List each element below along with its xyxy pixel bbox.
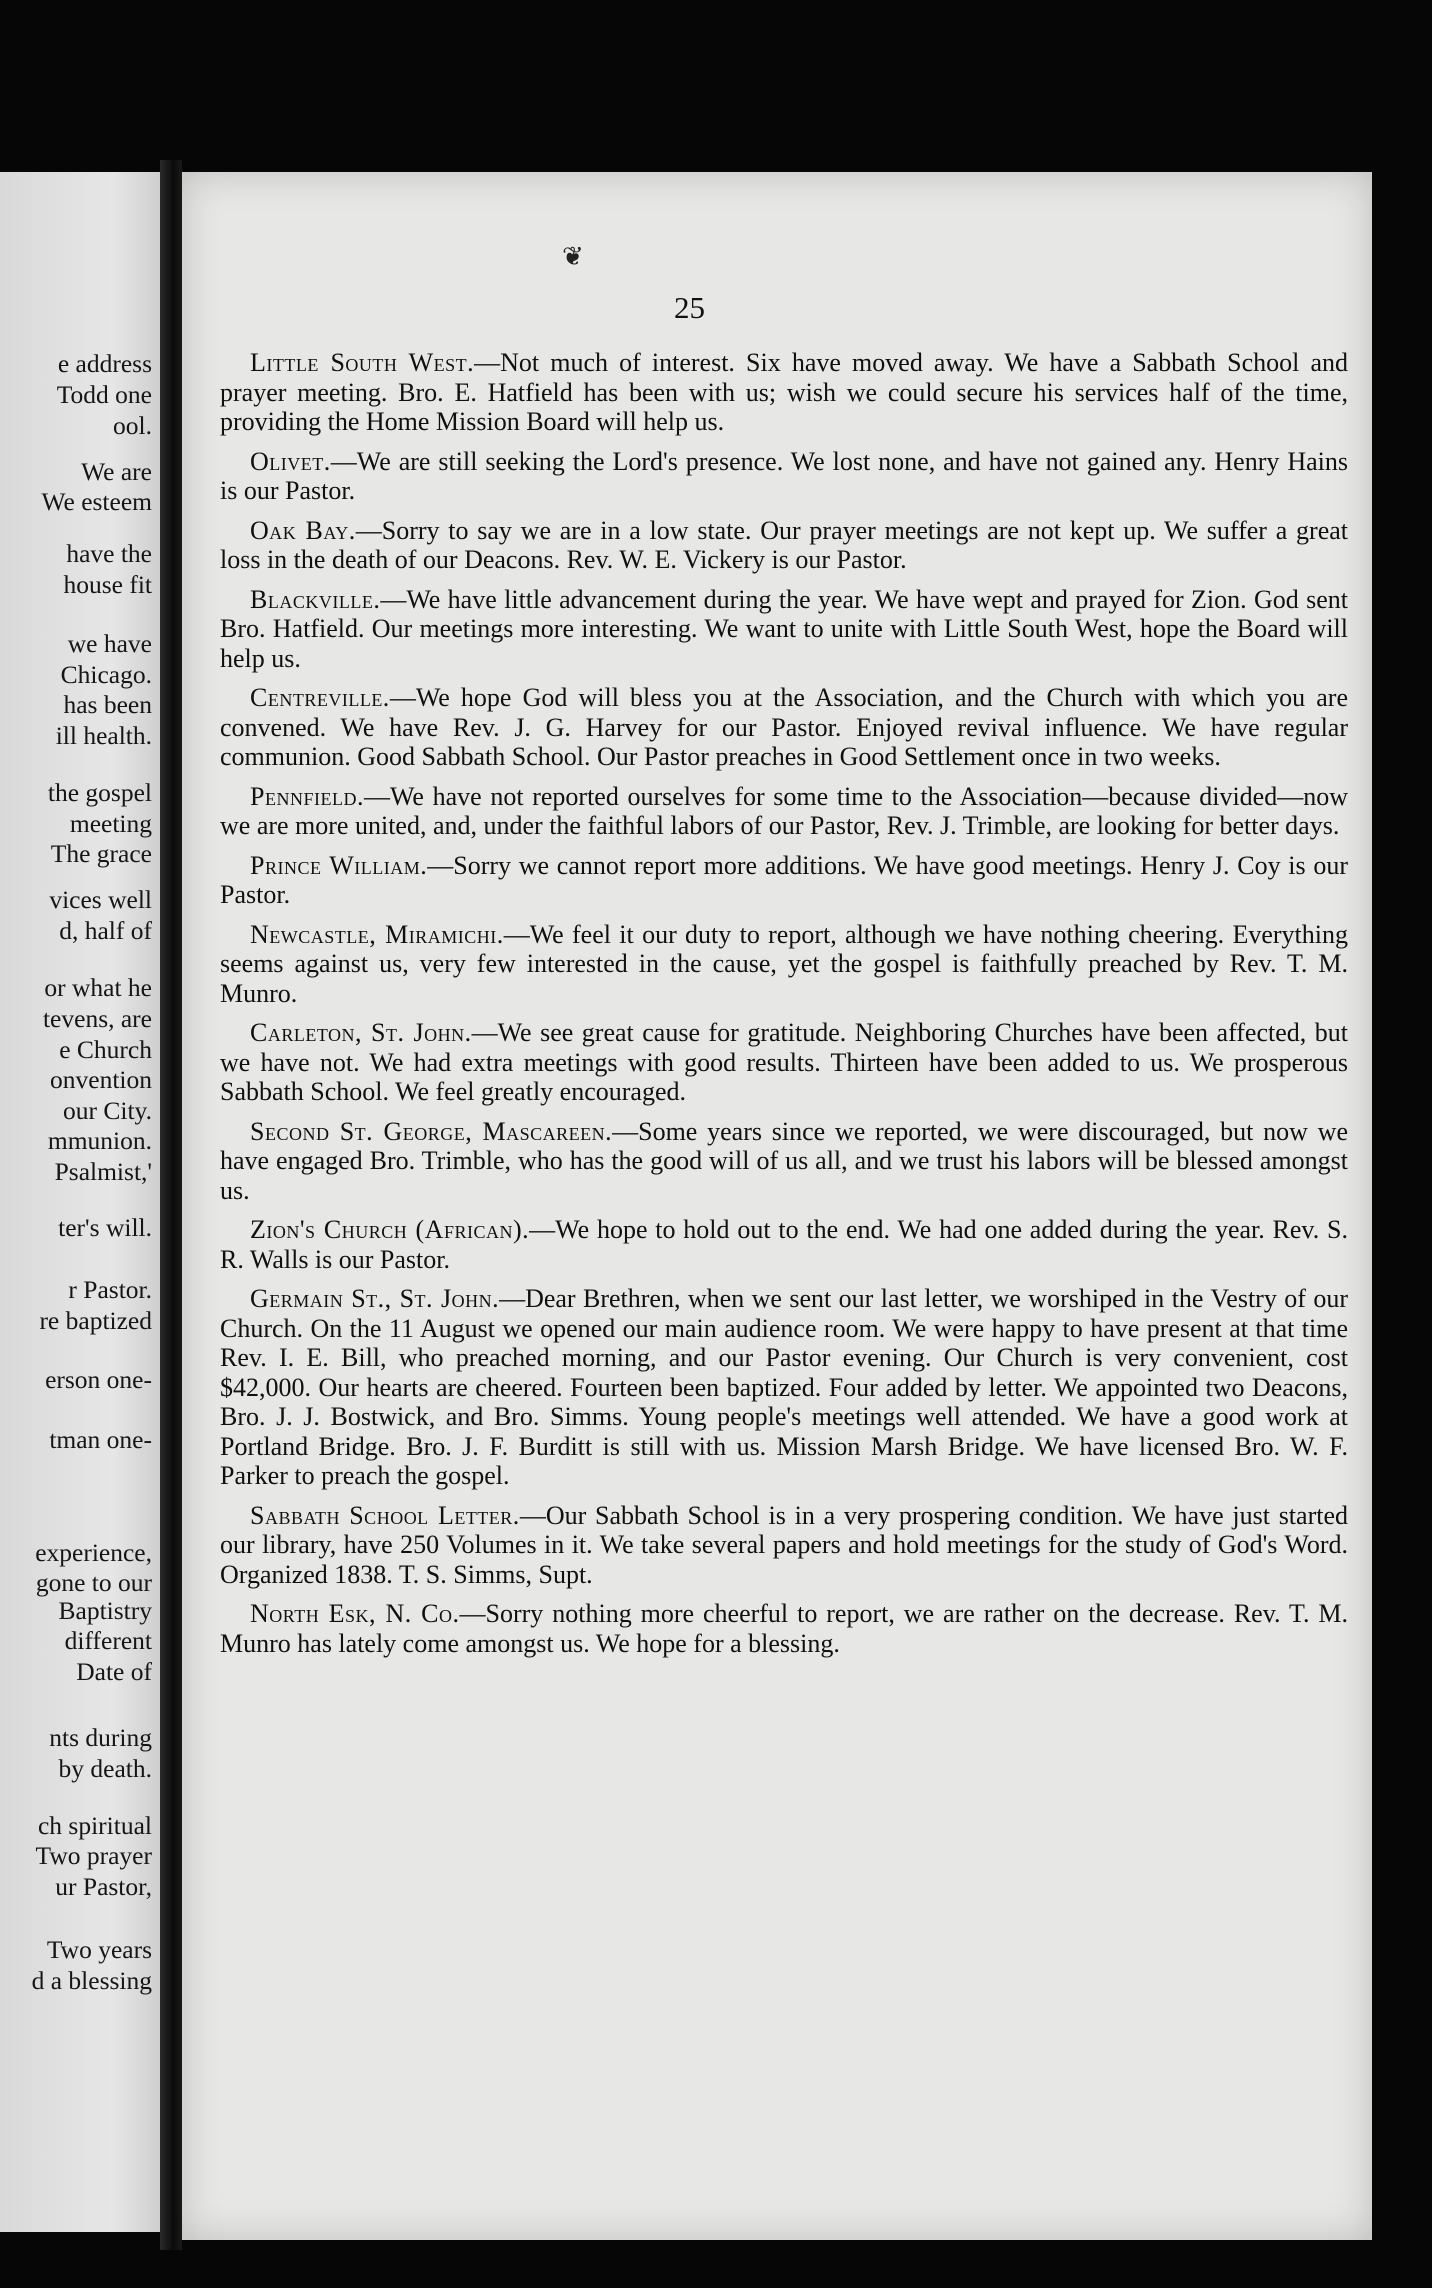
report-entry [220, 1501, 1348, 1590]
report-text: —We see great cause for gratitude. Neighboring Churches have been affected, but we have not. We had extra meetings with good results. Thirteen have been added to us. We prosperous Sabbath School. We feel greatly encouraged. [220, 1018, 1349, 1106]
ornament-icon: ❦ [562, 242, 584, 272]
left-page-line: has been [63, 690, 152, 719]
left-page-line: Todd one [56, 380, 152, 409]
report-text: —Sorry we cannot report more additions. We have good meetings. Henry J. Coy is our Pastor. [220, 850, 1349, 909]
report-title: Second St. George, Mascareen. [250, 1116, 613, 1146]
report-text: —We have not reported ourselves for some time to the Association—because divided—now we are more united, and, under the faithful labors of our Pastor, Rev. J. Trimble, are looking for better days. [220, 781, 1348, 840]
report-title: Pennfield. [250, 781, 364, 811]
report-title: Zion's Church (African). [250, 1215, 530, 1244]
left-page-line: meeting [69, 809, 152, 838]
left-page-line: ter's will. [58, 1213, 152, 1242]
left-page-line: re baptized [39, 1306, 152, 1335]
left-page-line: erson one- [45, 1365, 152, 1394]
left-page-line: or what he [44, 973, 152, 1002]
report-text: —We are still seeking the Lord's presence. We lost none, and have not gained any. Henry Hains is our Pastor. [220, 446, 1348, 505]
left-page-line: We are [81, 457, 152, 486]
report-entry [220, 516, 1348, 575]
left-page-line: ur Pastor, [55, 1872, 152, 1901]
report-entry [220, 851, 1348, 910]
left-page-line: our City. [62, 1096, 152, 1125]
left-page-line: have the [66, 539, 152, 568]
report-text: —Sorry to say we are in a low state. Our prayer meetings are not kept up. We suffer a great loss in the death of our Deacons. Rev. W. E. Vickery is our Pastor. [220, 515, 1348, 574]
left-page-line: Two years [46, 1935, 152, 1964]
report-title: Centreville. [250, 683, 390, 712]
report-title: Germain St., St. John. [250, 1284, 500, 1313]
report-entry [220, 1284, 1348, 1491]
report-title: Prince William. [250, 850, 428, 880]
left-page-line: house fit [63, 570, 152, 599]
report-title: Carleton, St. John. [250, 1018, 472, 1047]
report-text: —We hope to hold out to the end. We had one added during the year. Rev. S. R. Walls is our Pastor. [220, 1215, 1349, 1274]
left-page-line: tevens, are [42, 1004, 152, 1033]
left-page-line: we have [67, 629, 152, 658]
church-reports [220, 348, 1348, 1668]
left-page-line: ch spiritual [37, 1811, 152, 1840]
left-page-line: Psalmist,' [54, 1157, 152, 1186]
left-page-line: ill health. [55, 721, 152, 750]
left-page-line: gone to our [35, 1568, 152, 1597]
left-page-line: onvention [50, 1065, 152, 1094]
left-page-line: tman one- [49, 1425, 152, 1454]
book-gutter [160, 160, 182, 2250]
left-page-line: different [64, 1626, 152, 1655]
left-page-line: experience, [35, 1538, 152, 1567]
report-entry [220, 782, 1348, 841]
left-page-line: d a blessing [31, 1966, 152, 1995]
left-page-line: Baptistry [58, 1596, 152, 1625]
left-page-line: vices well [49, 885, 152, 914]
report-text: —Dear Brethren, when we sent our last letter, we worshiped in the Vestry of our Church. On the 11 August we opened our main audience room. We were happy to have present at that time Rev. I. E. Bill, who preached morning, and our Pastor evening. Our Church is very convenient, cost $42,000. Our hearts are cheered. Fourteen been baptized. Four added by letter. We appointed two Deacons, Bro. J. J. Bostwick, and Bro. Simms. Young people's meetings well attended. We have a good work at Portland Bridge. Bro. J. F. Burditt is still with us. Mission Marsh Bridge. We have licensed Bro. W. F. Parker to preach the gospel. [220, 1284, 1348, 1490]
left-page-line: e Church [59, 1035, 152, 1064]
report-title: Newcastle, Miramichi. [250, 919, 504, 949]
left-page-line: r Pastor. [68, 1275, 152, 1304]
report-text: —We have little advancement during the year. We have wept and prayed for Zion. God sent Bro. Hatfield. Our meetings more interesting. We want to unite with Little South West, hope the Board will help us. [220, 584, 1348, 673]
report-title: Olivet. [250, 446, 331, 476]
report-text: —Sorry nothing more cheerful to report, we are rather on the decrease. Rev. T. M. Munro has lately come amongst us. We hope for a blessing. [220, 1599, 1349, 1658]
report-entry [220, 1018, 1348, 1107]
report-text: —We hope God will bless you at the Association, and the Church with which you are convened. We have Rev. J. G. Harvey for our Pastor. Enjoyed revival influence. We have regular communion. Good Sabbath School. Our Pastor preaches in Good Settlement once in two weeks. [220, 683, 1348, 771]
report-text: —Our Sabbath School is in a very prospering condition. We have just started our library, have 250 Volumes in it. We take several papers and hold meetings for the study of God's Word. Organized 1838. T. S. Simms, Supt. [220, 1500, 1348, 1589]
report-title: Blackville. [250, 584, 381, 614]
left-page-line: mmunion. [47, 1126, 152, 1155]
left-page-line: We esteem [41, 487, 152, 516]
left-page-line: d, half of [59, 916, 152, 945]
report-text: —We feel it our duty to report, although we have nothing cheering. Everything seems against us, very few interested in the cause, yet the gospel is faithfully preached by Rev. T. M. Munro. [220, 919, 1348, 1008]
report-entry [220, 1117, 1348, 1206]
report-text: —Not much of interest. Six have moved away. We have a Sabbath School and prayer meeting. Bro. E. Hatfield has been with us; wish we could secure his services half of the time, providing the Home Mission Board will help us. [220, 348, 1348, 436]
report-entry [220, 683, 1348, 772]
report-entry [220, 1215, 1348, 1274]
left-page-line: ool. [113, 411, 152, 440]
left-page-line: Two prayer [35, 1841, 152, 1870]
report-title: Little South West. [250, 348, 475, 377]
left-page-line: the gospel [47, 778, 152, 807]
report-title: Sabbath School Letter. [250, 1500, 520, 1530]
left-page-line: e address [57, 349, 152, 378]
report-entry [220, 920, 1348, 1009]
right-page [182, 172, 1372, 2240]
page-number: 25 [674, 290, 705, 325]
left-page-fragment [0, 172, 160, 2232]
left-page-line: Chicago. [60, 660, 152, 689]
left-page-line: nts during [49, 1723, 152, 1752]
report-title: North Esk, N. Co. [250, 1599, 460, 1628]
report-text: —Some years since we reported, we were discouraged, but now we have engaged Bro. Trimble, who has the good will of us all, and we trust his labors will be blessed amongst us. [220, 1116, 1348, 1205]
left-page-line: by death. [58, 1754, 152, 1783]
report-title: Oak Bay. [250, 515, 356, 545]
report-entry [220, 447, 1348, 506]
report-entry [220, 1599, 1348, 1658]
left-page-line: The grace [50, 839, 152, 868]
report-entry [220, 348, 1348, 437]
left-page-line: Date of [76, 1657, 152, 1686]
report-entry [220, 585, 1348, 674]
